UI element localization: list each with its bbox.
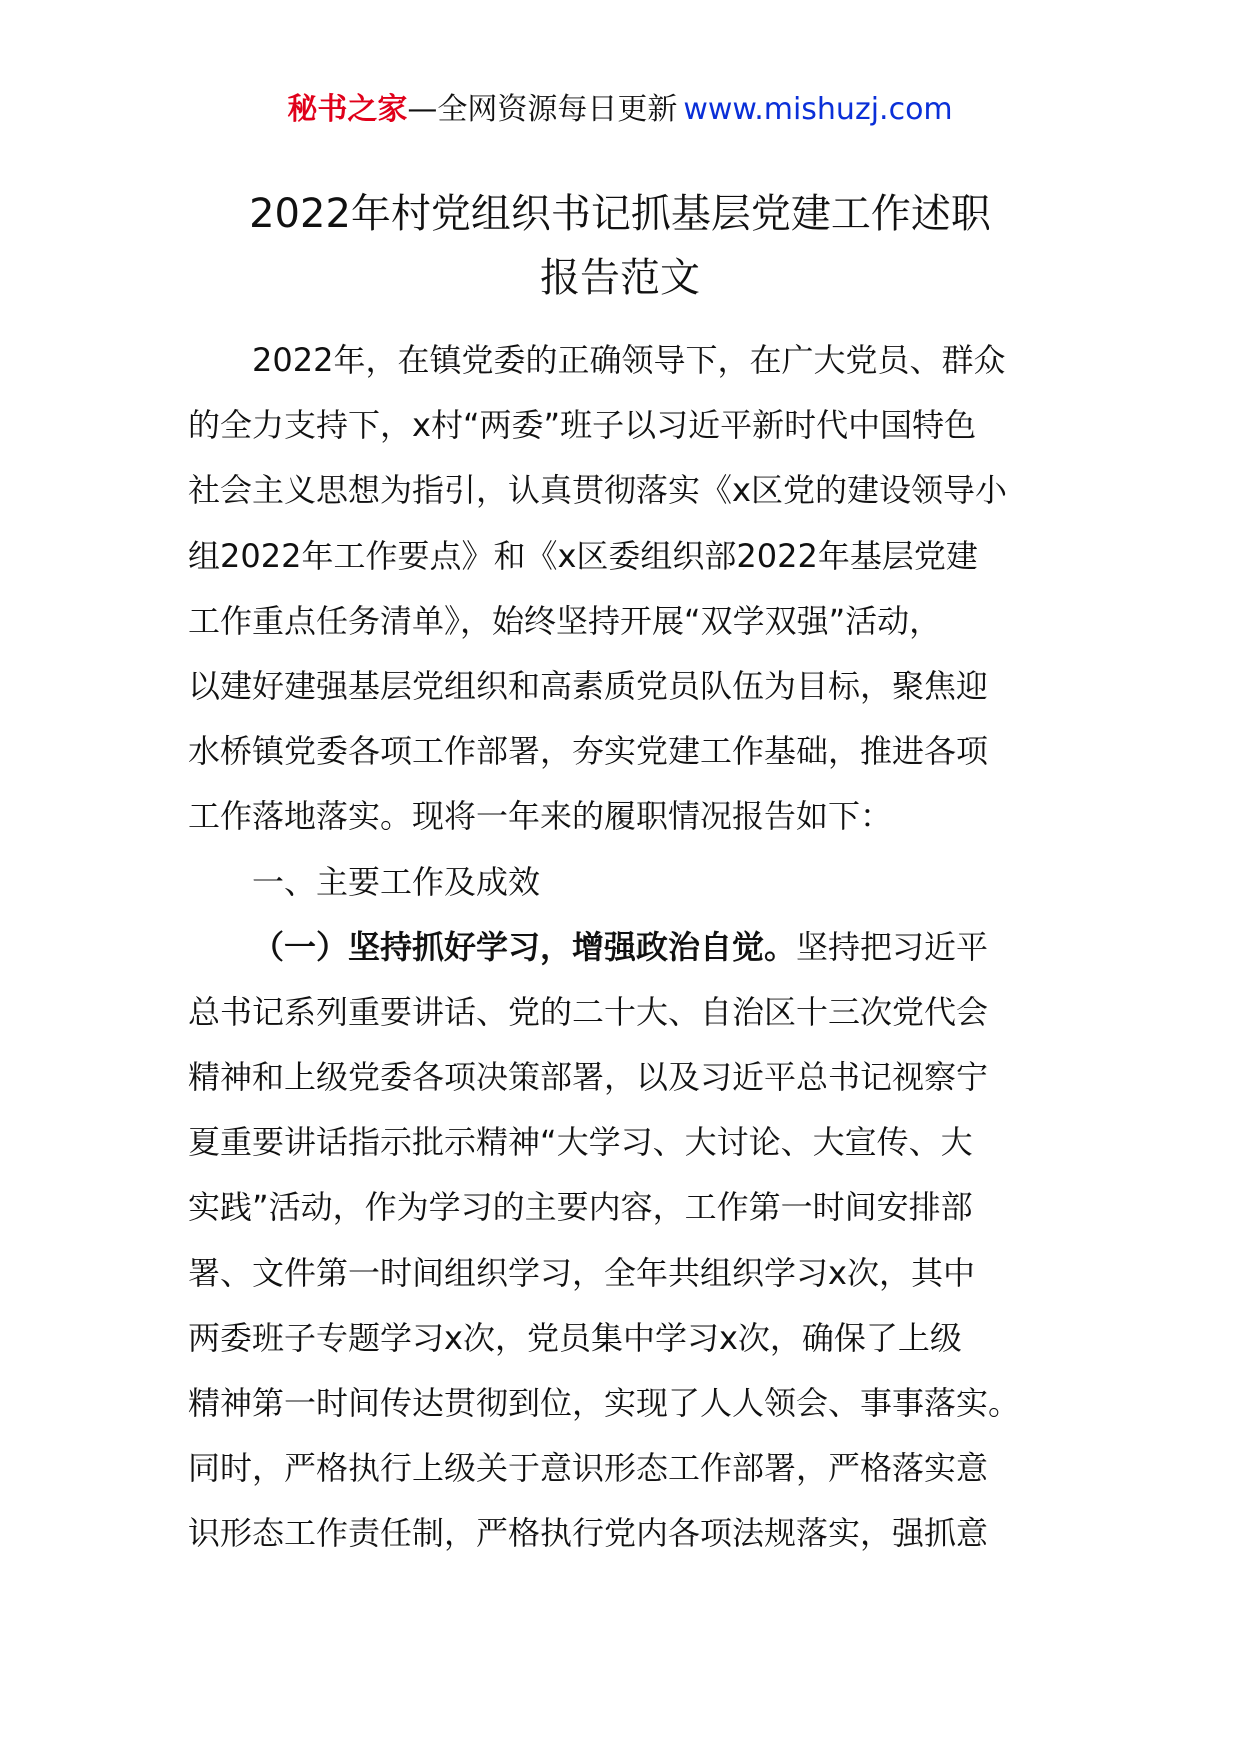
body-line: 总书记系列重要讲话、党的二十大、自治区十三次党代会 (188, 992, 989, 1031)
subsection-heading: （一）坚持抓好学习，增强政治自觉。 (252, 927, 797, 966)
site-header (0, 88, 1240, 132)
body-line: 识形态工作责任制，严格执行党内各项法规落实，强抓意 (188, 1514, 989, 1553)
site-url-link[interactable]: www.mishuzj.com (683, 92, 953, 127)
body-line: 2022年，在镇党委的正确领导下，在广大党员、群众 (252, 341, 1006, 379)
body-line: 社会主义思想为指引，认真贯彻落实《x区党的建设领导小 (188, 471, 1007, 510)
section-heading: 一、主要工作及成效 (252, 862, 541, 901)
body-line: 以建好建强基层党组织和高素质党员队伍为目标，聚焦迎 (188, 666, 989, 705)
subsection-first-line-text: 坚持把习近平 (796, 927, 989, 966)
body-line: 署、文件第一时间组织学习，全年共组织学习x次，其中 (188, 1253, 975, 1292)
body-line: 夏重要讲话指示批示精神“大学习、大讨论、大宣传、大 (188, 1123, 973, 1162)
site-brand: 秘书之家 (287, 92, 408, 127)
document-body (188, 328, 1058, 1567)
document-title-line-2: 报告范文 (540, 255, 700, 301)
body-line: 工作落地落实。现将一年来的履职情况报告如下： (188, 797, 893, 836)
document-title (180, 182, 1060, 310)
body-line: 精神和上级党委各项决策部署，以及习近平总书记视察宁 (188, 1058, 989, 1097)
body-line: 两委班子专题学习x次，党员集中学习x次，确保了上级 (188, 1318, 962, 1357)
body-line: 的全力支持下，x村“两委”班子以习近平新时代中国特色 (188, 406, 977, 445)
body-line: 工作重点任务清单》，始终坚持开展“双学双强”活动， (188, 601, 942, 640)
body-line: 水桥镇党委各项工作部署，夯实党建工作基础，推进各项 (188, 732, 989, 771)
body-line: 同时，严格执行上级关于意识形态工作部署，严格落实意 (188, 1449, 989, 1488)
subsection-first-line (188, 915, 1058, 980)
document-title-line-1: 2022年村党组织书记抓基层党建工作述职 (249, 191, 991, 237)
body-line: 实践”活动，作为学习的主要内容，工作第一时间安排部 (188, 1188, 973, 1227)
body-line: 组2022年工作要点》和《x区委组织部2022年基层党建 (188, 536, 978, 575)
site-tagline: —全网资源每日更新 (407, 92, 678, 127)
body-line: 精神第一时间传达贯彻到位，实现了人人领会、事事落实。 (188, 1384, 1021, 1422)
